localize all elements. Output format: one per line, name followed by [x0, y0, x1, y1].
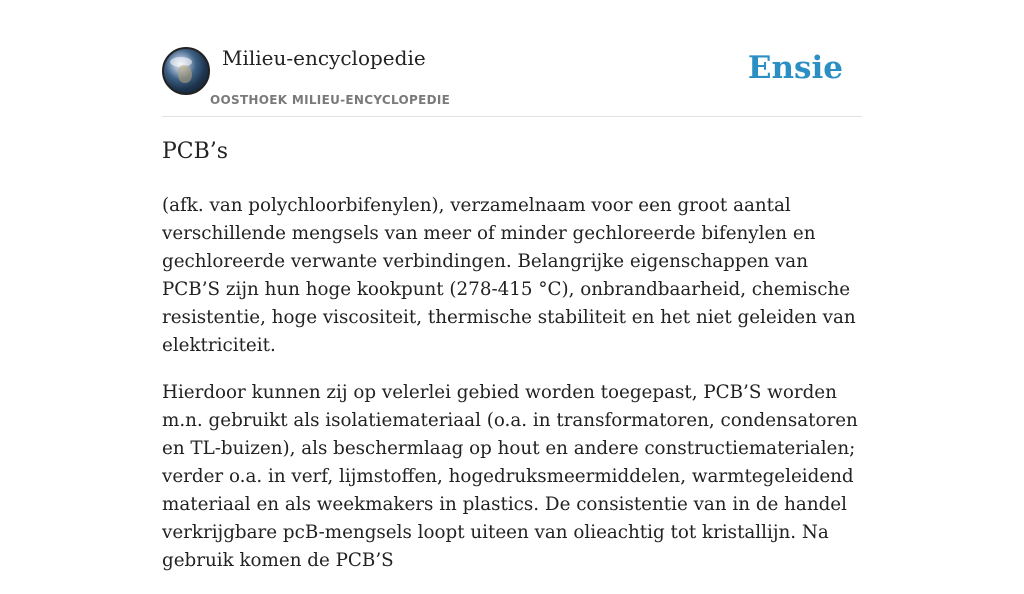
- site-subtitle: OOSTHOEK MILIEU-ENCYCLOPEDIE: [210, 93, 451, 107]
- article-paragraph-1: (afk. van polychloorbifenylen), verzamelnaam voor een groot aantal verschillende mengsels van meer of minder gechloreerde bifenylen en gechloreerde verwante verbindingen. Belangrijke eigenschappen van PCB’S zijn hun hoge kookpunt (278-415 °C), onbrandbaarheid, chemische resistentie, hoge viscositeit, thermische stabiliteit en het niet geleiden van elektriciteit.: [162, 195, 856, 356]
- earth-globe-icon[interactable]: [162, 47, 210, 95]
- site-title[interactable]: Milieu-encyclopedie: [222, 46, 426, 70]
- site-header: [162, 40, 862, 117]
- article-title: PCB’s: [162, 139, 229, 164]
- article-body: [162, 192, 862, 594]
- article-paragraph-2: Hierdoor kunnen zij op velerlei gebied worden toegepast, PCB’S worden m.n. gebruikt als isolatiemateriaal (o.a. in transformatoren, condensatoren en TL-buizen), als beschermlaag op hout en andere constructiematerialen; verder o.a. in verf, lijmstoffen, hogedruksmeermiddelen, warmtegeleidend materiaal en als weekmakers in plastics. De consistentie van in de handel verkrijgbare pcB-mengsels loopt uiteen van olieachtig tot kristallijn. Na gebruik komen de PCB’S: [162, 382, 858, 571]
- globe-land: [178, 65, 192, 83]
- brand-logo[interactable]: Ensie: [747, 50, 843, 86]
